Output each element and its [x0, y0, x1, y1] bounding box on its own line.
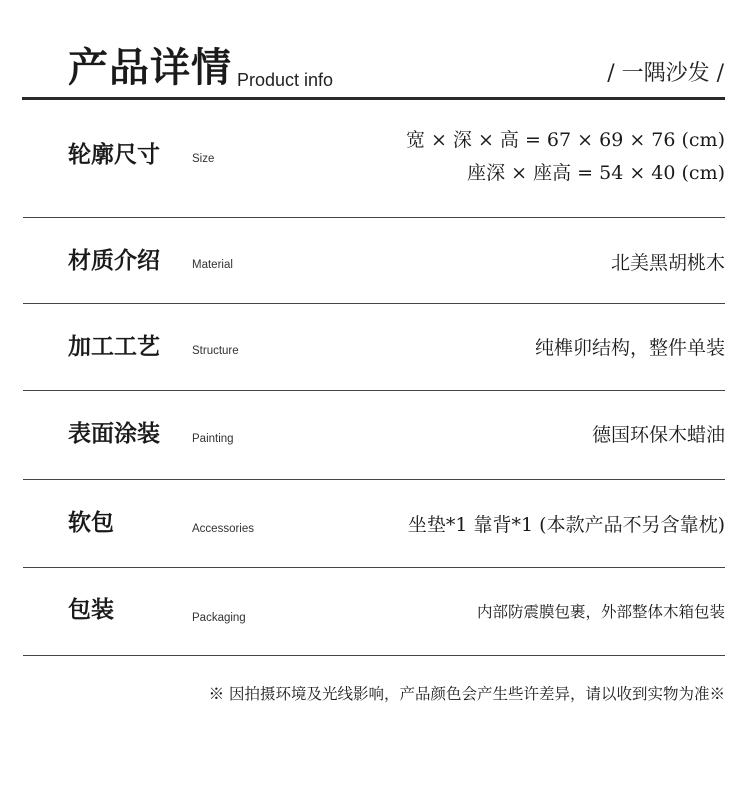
spec-label: 轮廓尺寸 — [68, 141, 160, 168]
spec-value: 宽 × 深 × 高 = 67 × 69 × 76 (cm) — [405, 129, 725, 151]
spec-label: 材质介绍 — [68, 247, 160, 274]
spec-label-en: Size — [192, 153, 215, 165]
spec-row-material — [0, 218, 750, 303]
page-header — [0, 0, 750, 104]
spec-label-en: Structure — [192, 345, 239, 357]
spec-label-en: Painting — [192, 433, 234, 445]
spec-value: 纯榫卯结构，整件单装 — [534, 337, 725, 359]
spec-row-packaging — [0, 568, 750, 655]
page-subtitle: Product info — [237, 70, 334, 90]
spec-label-en: Packaging — [192, 612, 246, 624]
page-title: 产品详情 — [68, 44, 232, 91]
spec-value: 北美黑胡桃木 — [610, 252, 725, 274]
spec-label: 包装 — [68, 596, 114, 623]
disclaimer-note: ※ 因拍摄环境及光线影响，产品颜色会产生些许差异，请以收到实物为准※ — [208, 685, 725, 703]
spec-row-structure — [0, 304, 750, 390]
header-divider — [22, 97, 725, 100]
spec-row-accessories — [0, 480, 750, 567]
brand-name: / 一隅沙发 / — [607, 61, 724, 86]
spec-row-size — [0, 104, 750, 218]
spec-label: 表面涂装 — [68, 420, 160, 447]
spec-value: 坐垫*1 靠背*1 (本款产品不另含靠枕) — [407, 514, 725, 536]
spec-label-en: Material — [192, 259, 233, 271]
spec-row-painting — [0, 391, 750, 479]
spec-label: 加工工艺 — [68, 333, 160, 360]
spec-label-en: Accessories — [192, 523, 254, 535]
row-divider — [23, 655, 725, 656]
spec-value: 内部防震膜包裹，外部整体木箱包装 — [476, 603, 725, 621]
spec-value: 座深 × 座高 = 54 × 40 (cm) — [467, 162, 725, 184]
spec-label: 软包 — [68, 509, 114, 536]
spec-value: 德国环保木蜡油 — [591, 424, 725, 446]
